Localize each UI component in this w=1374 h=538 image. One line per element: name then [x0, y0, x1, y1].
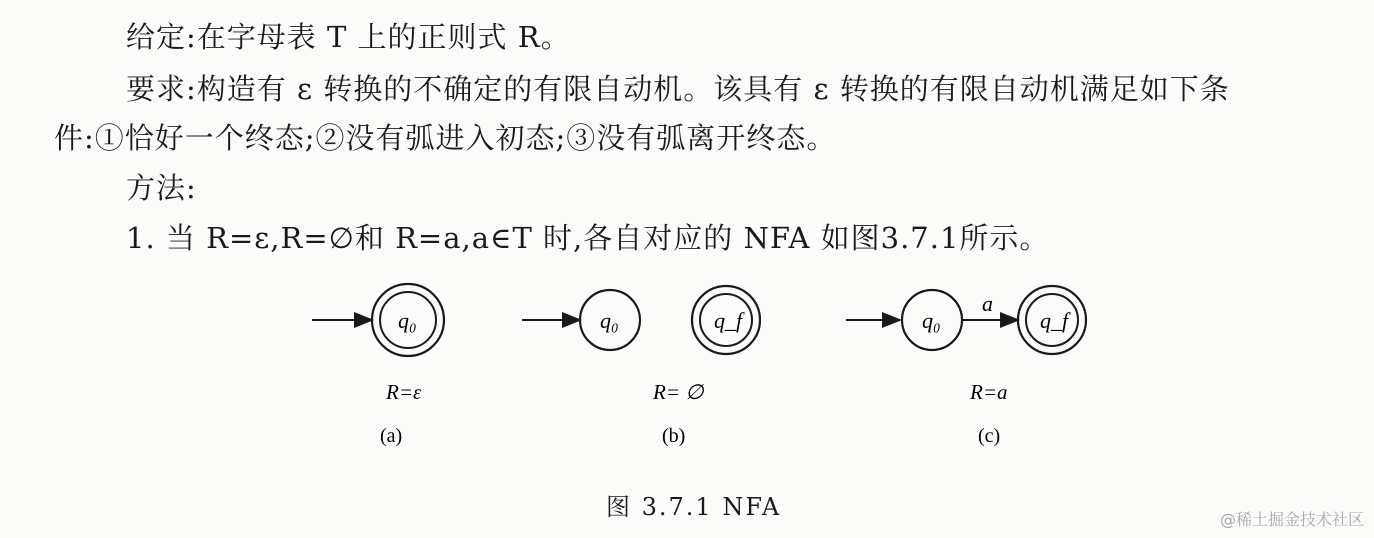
subfigure-label-c: (c): [978, 425, 1001, 447]
nfa-diagram-svg: [300, 275, 1120, 455]
nfa-diagram: [300, 275, 1120, 455]
subfigure-label-a: (a): [380, 425, 403, 447]
watermark: @稀土掘金技术社区: [1219, 510, 1364, 529]
formula-b: R= ∅: [653, 380, 704, 404]
final-state-label-b: q_f: [714, 308, 743, 333]
formula-a: R=ε: [386, 380, 422, 404]
text-line-5: 1. 当 R=ε,R=∅和 R=a,a∈T 时,各自对应的 NFA 如图3.7.1所示。: [126, 221, 1050, 255]
state-label-a: q₀: [398, 308, 417, 333]
final-state-label-c: q_f: [1040, 308, 1069, 333]
start-state-label-c: q₀: [922, 308, 941, 333]
figure-caption: 图 3.7.1 NFA: [606, 493, 782, 521]
formula-c: R=a: [970, 380, 1008, 404]
text-line-2: 要求:构造有 ε 转换的不确定的有限自动机。该具有 ε 转换的有限自动机满足如下条: [126, 72, 1230, 106]
text-line-1: 给定:在字母表 T 上的正则式 R。: [126, 20, 571, 54]
transition-label-c: a: [982, 291, 993, 316]
text-line-4: 方法:: [126, 171, 197, 205]
subfigure-label-b: (b): [662, 425, 686, 447]
start-state-label-b: q₀: [600, 308, 619, 333]
text-line-3: 件:①恰好一个终态;②没有弧进入初态;③没有弧离开终态。: [54, 121, 837, 155]
